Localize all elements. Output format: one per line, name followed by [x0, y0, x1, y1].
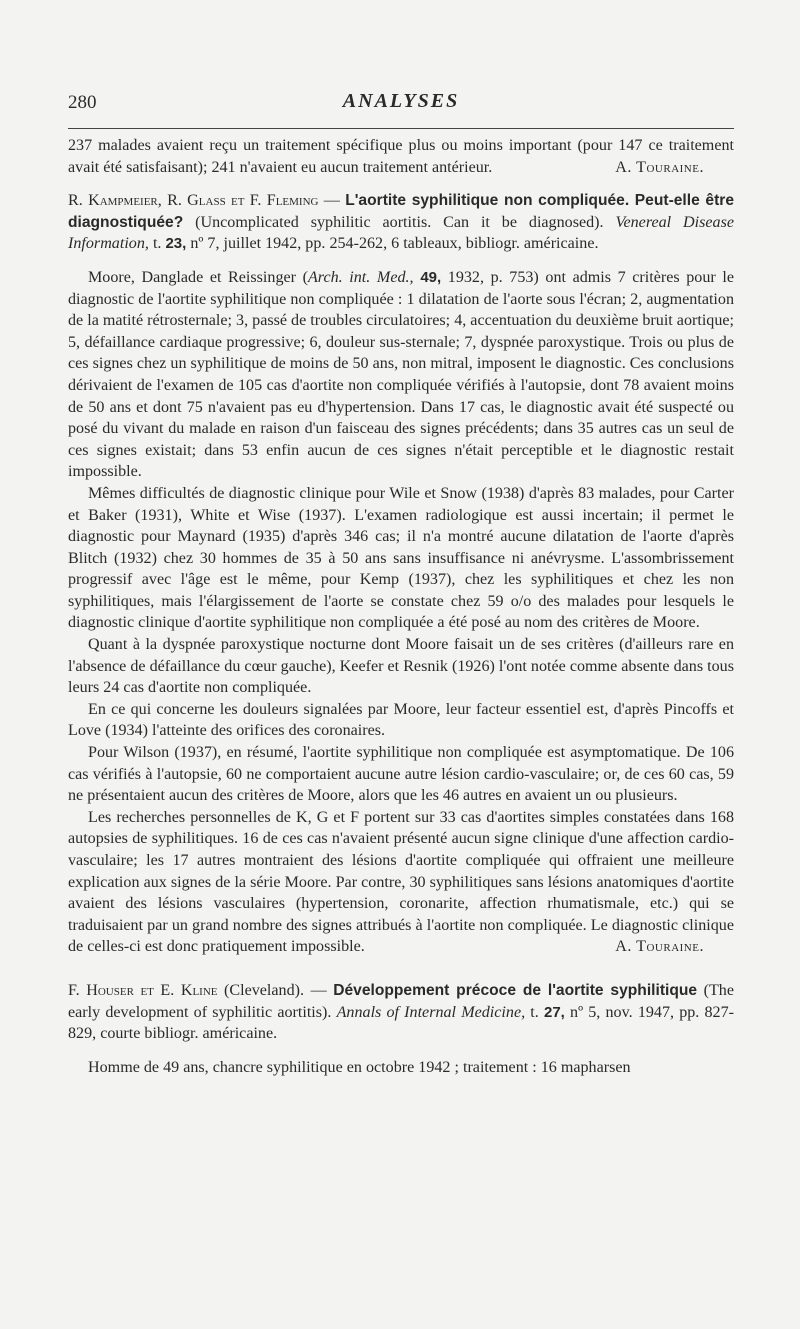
citation: Arch. int. Med.,	[307, 268, 414, 286]
volume: 23,	[165, 235, 187, 253]
ref-details: nº 5, nov. 1947, pp. 827-829, courte bibliogr. américaine.	[68, 1003, 735, 1043]
signature: A. Touraine.	[615, 158, 704, 176]
page-number: 280	[68, 92, 97, 113]
ref-tome: t.	[525, 1003, 544, 1021]
abstract-entry-1	[68, 190, 734, 958]
translated-title: (The early development of syphilitic aortitis).	[68, 981, 734, 1021]
citation-volume: 49,	[413, 268, 442, 286]
location: (Cleveland)	[217, 981, 301, 999]
journal-name: Venereal Disease Information,	[68, 213, 734, 253]
volume: 27,	[544, 1003, 565, 1021]
intro-text: 237 malades avaient reçu un traitement spécifique plus ou moins important (pour 147 ce traitement avait été satisfaisant); 241 n'avaient eu aucun traitement antérieur.	[68, 137, 734, 176]
document-body	[68, 135, 734, 1078]
abstract-entry-2	[68, 980, 734, 1078]
running-title: ANALYSES	[342, 90, 460, 112]
article-title: Développement précoce de l'aortite syphilitique	[333, 981, 698, 999]
page-header	[68, 86, 734, 126]
paragraph: Mêmes difficultés de diagnostic clinique pour Wile et Snow (1938) d'après 83 malades, pour Carter et Baker (1931), White et Wise (1937). L'examen radiologique est aussi incertain; il permet le diagnostic pour Maynard (1935) d'après 346 cas; il n'a montré aucune dilatation de l'aorte d'après Blitch (1932) chez 30 hommes de 35 à 50 ans sans insuffisance ni anévrysme. L'assombrissement progressif avec l'âge est le même, pour Kemp (1937), chez les syphilitiques et chez les non syphilitiques, mais l'élargissement de l'aorte se constate chez 59 o/o des malades pour lesquels le diagnostic clinique d'aortite syphilitique non compliquée a été posé au nom des critères de Moore.	[68, 484, 734, 632]
signature: A. Touraine.	[615, 938, 704, 956]
paragraph: Homme de 49 ans, chancre syphilitique en octobre 1942 ; traitement : 16 mapharsen	[88, 1058, 631, 1076]
dash: —	[318, 192, 346, 210]
text: Moore, Danglade et Reissinger (	[88, 268, 308, 286]
dash: . —	[300, 981, 334, 999]
authors: F. Houser et E. Kline	[68, 981, 218, 999]
paragraph: Pour Wilson (1937), en résumé, l'aortite syphilitique non compliquée est asymptomatique. De 106 cas vérifiés à l'autopsie, 60 ne comportaient aucune autre lésion cardio-vasculaire; or, de ces 60 cas, 59 ne présentaient aucun des critères de Moore, alors que les 46 autres en avaient un ou plusieurs.	[68, 744, 734, 805]
paragraph: Quant à la dyspnée paroxystique nocturne dont Moore faisait un de ses critères (d'ailleurs rare en l'absence de défaillance du cœur gauche), Keefer et Resnik (1926) l'ont notée comme absente dans tous leurs 24 cas d'aortite non compliquée.	[68, 636, 734, 697]
paragraph	[68, 807, 734, 958]
paragraph: En ce qui concerne les douleurs signalées par Moore, leur facteur essentiel est, d'après Pincoffs et Love (1934) l'atteinte des orifices des coronaires.	[68, 700, 734, 740]
translated-title: (Uncomplicated syphilitic aortitis. Can it be diagnosed).	[183, 213, 616, 231]
reference-header	[68, 190, 734, 255]
header-rule	[68, 128, 734, 129]
ref-tome: t.	[148, 235, 166, 253]
intro-paragraph	[68, 135, 734, 178]
ref-details: nº 7, juillet 1942, pp. 254-262, 6 tableaux, bibliogr. américaine.	[186, 235, 599, 253]
authors: R. Kampmeier, R. Glass et F. Fleming	[68, 192, 319, 210]
text: Les recherches personnelles de K, G et F portent sur 33 cas d'aortites simples constatées dans 168 autopsies de syphilitiques. 16 de ces cas n'avaient présenté aucun signe clinique d'une affection cardio-vasculaire; les 17 autres montraient des lésions d'aortite compliquée qui offraient une meilleure explication aux signes de la série Moore. Par contre, 30 syphilitiques sans lésions anatomiques d'aortite avaient des lésions vasculaires (hypertension, coronarite, affection rhumatismale, etc.) qui se traduisaient par un grand nombre des signes attribués à l'aortite non compliquée. Le diagnostic clinique de celles-ci est donc pratiquement impossible.	[68, 808, 734, 956]
reference-header	[68, 980, 734, 1045]
paragraph	[68, 267, 734, 483]
journal-name: Annals of Internal Medicine,	[336, 1003, 526, 1021]
text: 1932, p. 753) ont admis 7 critères pour le diagnostic de l'aortite syphilitique non compliquée : 1 dilatation de l'aorte sous l'écran; 2, augmentation de la matité rétrosternale; 3, passé de troubles circulatoires; 4, accentuation du deuxième bruit aortique; 5, défaillance cardiaque progressive; 6, douleur sus-sternale; 7, dyspnée paroxystique. Trois ou plus de ces signes chez un syphilitique de moins de 50 ans, non mitral, imposent le diagnostic. Ces conclusions dérivaient de l'examen de 105 cas d'aortite non compliquée vérifiés à l'autopsie, dont 78 avaient moins de 50 ans et dont 75 n'avaient pas eu d'hypertension. Dans 17 cas, le diagnostic avait été suspecté ou posé du vivant du malade en raison d'un faisceau des signes précédents; dans 35 autres cas un seul de ces signes existait; dans 53 enfin aucun de ces signes n'était perceptible et le diagnostic restait impossible.	[68, 268, 734, 481]
article-title: L'aortite syphilitique non compliquée. Peut-elle être diagnostiquée?	[68, 192, 735, 231]
